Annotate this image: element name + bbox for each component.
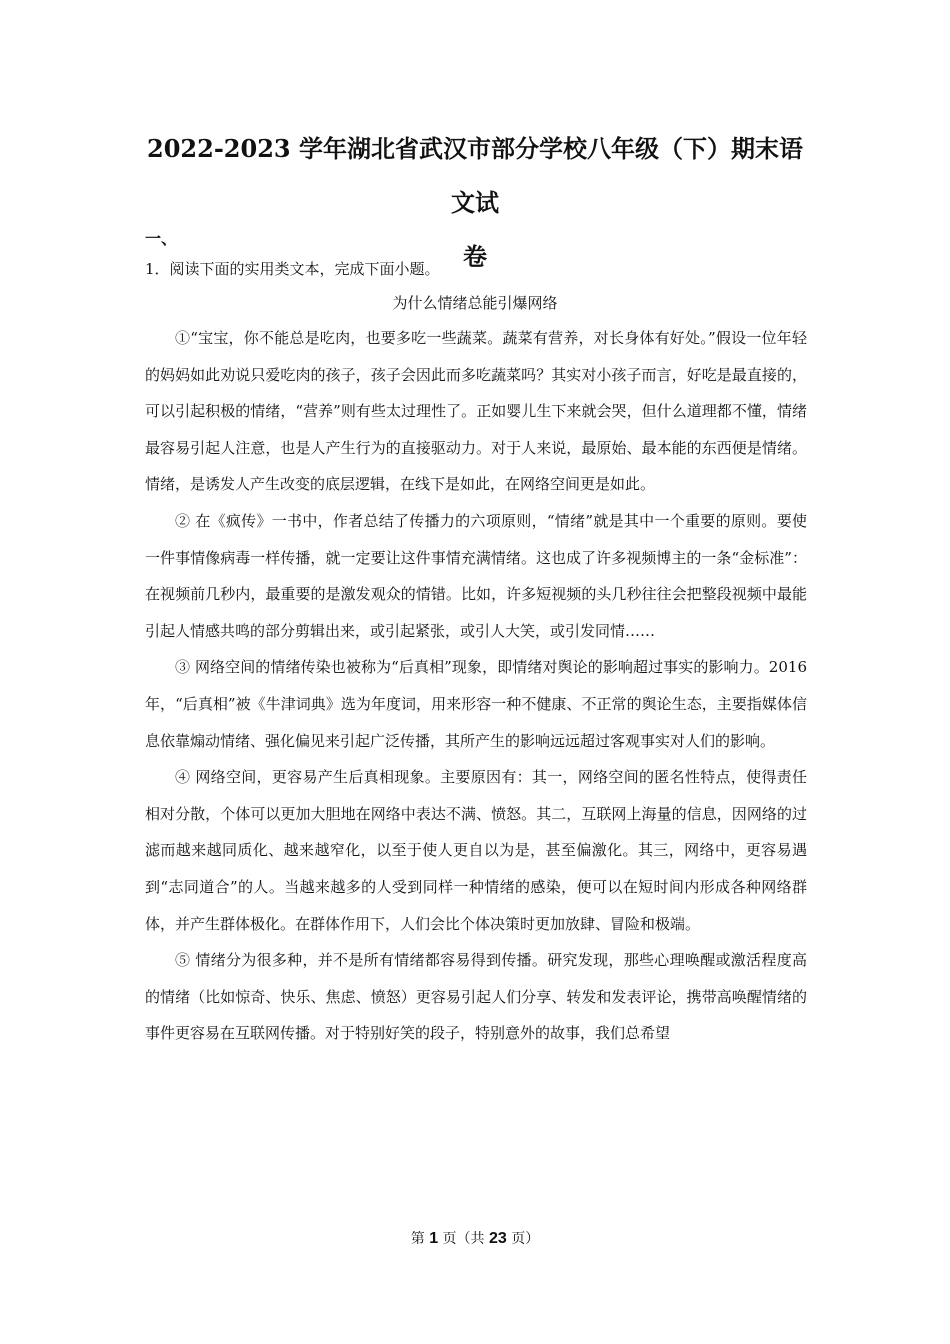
question-prompt: 1．阅读下面的实用类文本，完成下面小题。	[145, 260, 440, 278]
paragraph-1: ①“宝宝，你不能总是吃肉，也要多吃一些蔬菜。蔬菜有营养，对长身体有好处。”假设一位年轻的妈妈如此劝说只爱吃肉的孩子，孩子会因此而多吃蔬菜吗？其实对小孩子而言，好吃是最直接的，可以引起积极的情绪，“营养”则有些太过理性了。正如婴儿生下来就会哭，但什么道理都不懂，情绪最容易引起人注意，也是人产生行为的直接驱动力。对于人来说，最原始、最本能的东西便是情绪。情绪，是诱发人产生改变的底层逻辑，在线下是如此，在网络空间更是如此。	[145, 329, 807, 494]
section-heading: 一、	[145, 229, 178, 248]
footer-prefix: 第	[410, 1231, 425, 1247]
paragraph-5: ⑤ 情绪分为很多种，并不是所有情绪都容易得到传播。研究发现，那些心理唤醒或激活程度高的情绪（比如惊奇、快乐、焦虑、愤怒）更容易引起人们分享、转发和发表评论，携带高唤醒情绪的事件更容易在互联网传播。对于特别好笑的段子，特别意外的故事，我们总希望	[145, 951, 807, 1043]
paragraph-3: ③ 网络空间的情绪传染也被称为“后真相”现象，即情绪对舆论的影响超过事实的影响力。2016年，“后真相”被《牛津词典》选为年度词，用来形容一种不健康、不正常的舆论生态，主要指媒体信息依靠煽动情绪、强化偏见来引起广泛传播，其所产生的影响远远超过客观事实对人们的影响。	[145, 658, 807, 750]
article-title: 为什么情绪总能引爆网络	[392, 294, 558, 312]
title-line-1: 2022-2023 学年湖北省武汉市部分学校八年级（下）期末语文试	[147, 134, 803, 217]
footer-total-pages: 23	[489, 1230, 507, 1247]
page-footer	[0, 1228, 950, 1248]
footer-middle: 页（共	[442, 1231, 485, 1247]
article-body	[145, 320, 807, 1052]
footer-suffix: 页）	[511, 1231, 540, 1247]
title-line-2: 卷	[463, 242, 487, 271]
paragraph-4: ④ 网络空间，更容易产生后真相现象。主要原因有：其一，网络空间的匿名性特点，使得责任相对分散，个体可以更加大胆地在网络中表达不满、愤怒。其二，互联网上海量的信息，因网络的过滤而越来越同质化、越来越窄化，以至于使人更自以为是，甚至偏激化。其三，网络中，更容易遇到“志同道合”的人。当越来越多的人受到同样一种情绪的感染，便可以在短时间内形成各种网络群体，并产生群体极化。在群体作用下，人们会比个体决策时更加放肆、冒险和极端。	[145, 768, 807, 933]
paragraph-2: ② 在《疯传》一书中，作者总结了传播力的六项原则，“情绪”就是其中一个重要的原则。要使一件事情像病毒一样传播，就一定要让这件事情充满情绪。这也成了许多视频博主的一条“金标准”：在视频前几秒内，最重要的是激发观众的情错。比如，许多短视频的头几秒往往会把整段视频中最能引起人情感共鸣的部分剪辑出来，或引起紧张，或引人大笑，或引发同情……	[145, 511, 807, 640]
footer-page-number: 1	[429, 1230, 439, 1247]
